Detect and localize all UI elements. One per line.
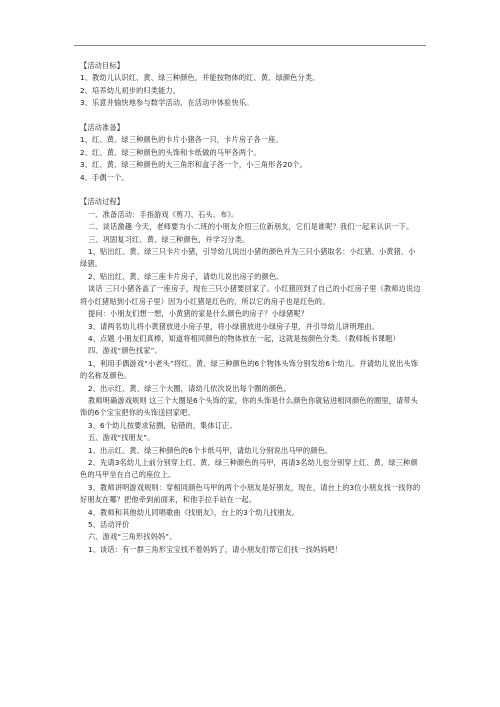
- process-paragraph: 1、谈话：有一群三角形宝宝找不着妈妈了，请小朋友们帮它们找一找妈妈吧！: [88, 544, 343, 554]
- process-paragraph: 一、准备活动：手指游戏《剪刀、石头、布》。: [88, 209, 239, 219]
- process-paragraph: 1、利用手偶游戏“小老头”将红、黄、绿三种颜色的6个物体头饰分别发给6个幼儿。并请幼儿说出头饰的名称及颜色。: [80, 358, 419, 381]
- prep-item: 3、红、黄、绿三种颜色的大三角形和盒子各一个，小三角形各20个。: [80, 160, 307, 170]
- process-paragraph: 六、游戏“三角形找妈妈”。: [88, 532, 177, 542]
- process-paragraph: 4、点题 小朋友们真棒，知道将相同颜色的物体放在一起，这就是按颜色分类。（教师板书课题）: [88, 333, 400, 343]
- process-paragraph: 2、贴出红、黄、绿三座卡片房子，请幼儿说出房子的颜色。: [88, 271, 284, 281]
- prep-heading: 【活动准备】: [80, 123, 125, 133]
- goal-item: 2、培养幼儿初步的归类能力。: [80, 85, 181, 95]
- prep-item: 4、手偶一个。: [80, 172, 129, 182]
- process-paragraph: 2、出示红、黄、绿三个大圈，请幼儿依次说出每个圈的颜色。: [88, 383, 291, 393]
- process-paragraph: 3、6个幼儿按要求钻圈，钻错的，集体订正。: [88, 420, 237, 430]
- process-paragraph: 三、巩固复习红、黄、绿三种颜色，并学习分类。: [88, 234, 250, 244]
- header-rule: [74, 45, 426, 46]
- process-heading: 【活动过程】: [80, 197, 125, 207]
- goals-heading: 【活动目标】: [80, 61, 125, 70]
- prep-item: 2、红、黄、绿三种颜色的头饰和卡纸做的马甲各两个。: [80, 147, 261, 157]
- process-paragraph: 教师明确游戏规则 这三个大圈是6个头饰的家，你的头饰是什么颜色你就钻进相同颜色的圈里，请带头饰的6个宝宝把你的头饰送回家吧。: [80, 395, 419, 418]
- process-paragraph: 四、游戏“颜色找家”。: [88, 346, 162, 356]
- process-paragraph: 谈话 三只小猪各盖了一座房子，现在三只小猪要回家了。小红猪回到了自己的小红房子里（教师边说边将小红猪贴到小红房子里）因为小红猪是红色的，所以它的房子也是红色的。: [80, 284, 421, 306]
- process-paragraph: 4、教师和其他幼儿同唱歌曲《找朋友》，台上的3个幼儿找朋友。: [88, 507, 300, 517]
- goal-item: 3、乐意并愉快地参与数学活动，在活动中体验快乐。: [80, 98, 254, 108]
- process-paragraph: 1、出示红、黄、绿三种颜色的6个卡纸马甲，请幼儿分别说出马甲的颜色。: [88, 445, 333, 455]
- process-paragraph: 3、请两名幼儿将小黄猪放进小房子里，将小绿猪放进小绿房子里，并引导幼儿讲明理由。: [88, 321, 379, 331]
- process-paragraph: 二、谈话激趣 今天，老师要为小二班的小朋友介绍三位新朋友，它们是谁呢？我们一起来认识一下。: [88, 222, 414, 232]
- process-paragraph: 提问：小朋友们想一想，小黄猪的家是什么颜色的房子？小绿猪呢？: [88, 309, 309, 319]
- process-paragraph: 1、贴出红、黄、绿三只卡片小猪，引导幼儿说出小猪的颜色并为三只小猪取名：小红猪、小黄猪、小绿猪。: [80, 247, 416, 269]
- process-paragraph: 3、教师讲明游戏规则：穿相同颜色马甲的两个小朋友是好朋友，现在，请台上的3位小朋友找一找你的好朋友在哪？把他牵到前面来，和他手拉手站在一起。: [80, 482, 421, 505]
- document-body: [80, 60, 422, 556]
- goal-item: 1、教幼儿认识红、黄、绿三种颜色，并能按物体的红、黄、绿颜色分类。: [80, 73, 320, 83]
- process-paragraph: 2、先请3名幼儿上前分别穿上红、黄、绿三种颜色的马甲，再请3名幼儿也分别穿上红、黄、绿三种颜色的马甲坐在自己的座位上。: [80, 457, 418, 480]
- process-paragraph: 5、活动评价: [88, 520, 130, 529]
- prep-item: 1、红、黄、绿三种颜色的卡片小猪各一只，卡片房子各一座。: [80, 135, 283, 145]
- process-paragraph: 五、游戏“找朋友”。: [88, 433, 155, 443]
